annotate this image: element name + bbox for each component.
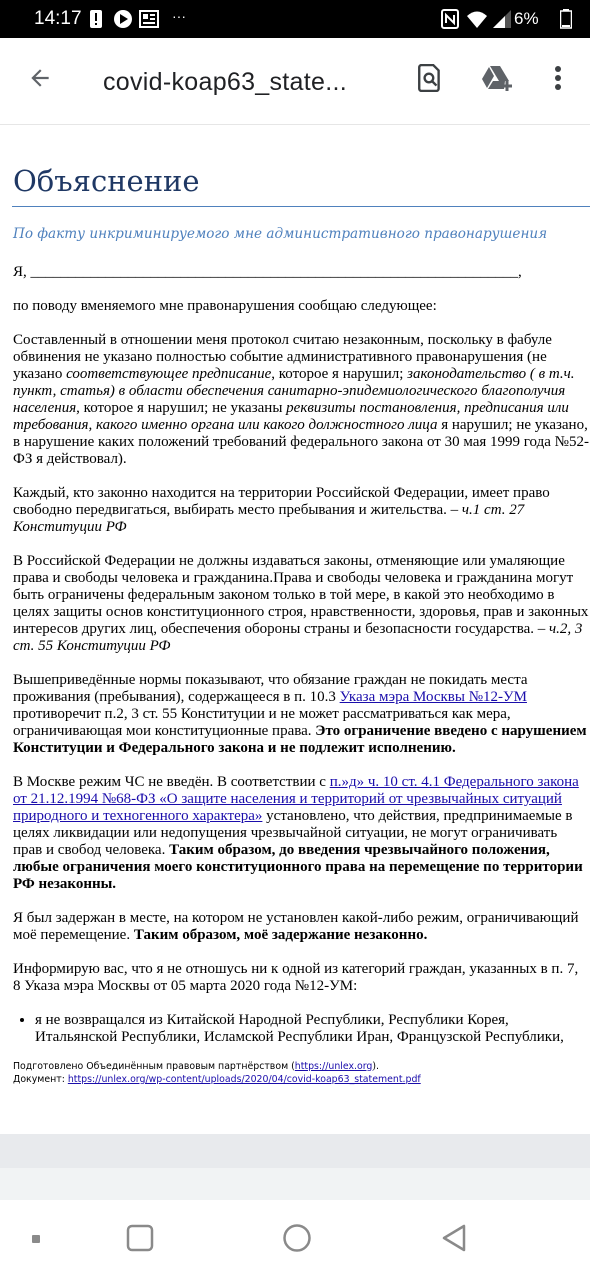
italic-run: законодательство ( в т.ч. пункт, статья) в области обеспечения санитарно-эпидемиологического благополучия населения	[13, 366, 575, 416]
intro-paragraph: по поводу вменяемого мне правонарушения сообщаю следующее:	[13, 298, 437, 314]
text-run: В Российской Федерации не должны издаваться законы, отменяющие или умаляющие права и свободы человека и гражданина.Права и свободы человека и гражданина могут быть ограничены федеральным законом только в той мере, в какой это необходимо в целях защиты основ конституционного строя, нравственности, здоровья, прав и законных интересов других лиц, обеспечения обороны страны и безопасности государства.	[13, 553, 589, 637]
footer-line-1	[13, 1060, 583, 1073]
paragraph-constitution-27	[13, 485, 589, 536]
categories-list	[13, 1012, 589, 1046]
battery-text: 6%	[514, 9, 539, 28]
federal-law-link[interactable]: п.»д» ч. 10 ст. 4.1 Федерального закона от 21.12.1994 №68-ФЗ «О защите населения и территорий от чрезвычайных ситуаций природного и техногенного характера»	[13, 774, 579, 824]
name-line: Я, _________________________________________________________________,	[13, 264, 522, 280]
text-run: Составленный в отношении меня протокол считаю незаконным, поскольку в фабуле обвинения не указано полностью событие административного правонарушения (не указано	[13, 332, 552, 382]
back-triangle-icon	[440, 1223, 468, 1258]
text-run: Вышеприведённые нормы показывают, что обязание граждан не покидать места проживания (пребывания), содержащееся в п. 10.3	[13, 672, 528, 705]
unlex-link[interactable]: https://unlex.org	[294, 1061, 373, 1072]
paragraph-detention	[13, 910, 589, 944]
more-vert-icon	[554, 65, 562, 96]
system-back-button[interactable]	[432, 1218, 476, 1262]
document-heading: Объяснение	[13, 164, 200, 198]
text-run: Я был задержан в месте, на котором не установлен какой-либо режим, ограничивающий моё перемещение.	[13, 910, 579, 943]
bold-run: Таким образом, моё задержание незаконно.	[133, 927, 428, 943]
document-pdf-link[interactable]: https://unlex.org/wp-content/uploads/2020/04/covid-koap63_statement.pdf	[67, 1074, 421, 1085]
document-title: covid-koap63_state...	[103, 68, 347, 96]
recents-icon	[126, 1224, 154, 1257]
back-button[interactable]	[18, 58, 62, 102]
recents-dot-icon	[31, 1231, 41, 1249]
paragraph-protocol	[13, 332, 589, 468]
search-in-document-icon	[417, 64, 443, 97]
paragraph-decree	[13, 672, 589, 757]
bold-run: Это ограничение введено с нарушением Конституции и Федерального закона и не подлежит исполнению.	[13, 723, 587, 756]
text-run: , которое я нарушил; не указаны	[76, 400, 287, 416]
home-button[interactable]	[275, 1218, 319, 1262]
footer-text: ).	[372, 1061, 380, 1072]
search-in-document-button[interactable]	[408, 58, 452, 102]
footer-text: Подготовлено Объединённым правовым партнёрством (	[13, 1061, 295, 1072]
add-to-drive-icon	[481, 64, 515, 97]
back-arrow-icon	[27, 65, 53, 96]
text-run: Каждый, кто законно находится на территории Российской Федерации, имеет право свободно передвигаться, выбирать место пребывания и жительства.	[13, 485, 550, 518]
document-page[interactable]	[0, 126, 590, 1134]
recents-dot-button[interactable]	[14, 1218, 58, 1262]
home-icon	[282, 1223, 312, 1258]
document-footer	[13, 1060, 583, 1086]
italic-run: соответствующее предписание	[66, 366, 272, 382]
document-body	[13, 264, 589, 1046]
citation: – ч.1 ст. 27 Конституции РФ	[13, 502, 525, 535]
news-icon	[139, 9, 159, 34]
status-time: 14:17	[34, 8, 82, 29]
app-toolbar	[0, 38, 590, 125]
citation: – ч.2, 3 ст. 55 Конституции РФ	[13, 621, 583, 654]
signal-icon	[492, 9, 512, 34]
page-shadow	[0, 1134, 590, 1168]
text-run: В Москве режим ЧС не введён. В соответствии с	[13, 774, 330, 790]
youtube-icon	[112, 9, 134, 34]
paragraph-constitution-55	[13, 553, 589, 655]
more-options-button[interactable]	[536, 58, 580, 102]
paragraph-categories: Информирую вас, что я не отношусь ни к одной из категорий граждан, указанных в п. 7, 8 Указа мэра Москвы от 05 марта 2020 года №12-УМ:	[13, 961, 579, 994]
more-notifications-icon: ···	[172, 8, 186, 24]
bold-run: Таким образом, до введения чрезвычайного положения, любые ограничения моего конституционного права на перемещение по территории РФ незаконны.	[13, 842, 583, 892]
list-item: • я не возвращался из Китайской Народной Республики, Республики Корея, Итальянской Республики, Исламской Республики Иран, Французской Республики,	[35, 1012, 589, 1046]
decree-link[interactable]: Указа мэра Москвы №12-УМ	[339, 689, 527, 705]
status-bar	[0, 0, 590, 38]
system-navigation-bar	[0, 1200, 590, 1280]
battery-icon	[560, 9, 572, 34]
text-run: установлено, что действия, предпринимаемые в целях ликвидации или недопущения чрезвычайной ситуации, не могут ограничивать прав и свобод человека.	[13, 808, 573, 858]
paragraph-emergency	[13, 774, 589, 893]
footer-line-2	[13, 1073, 583, 1086]
add-to-drive-button[interactable]	[476, 58, 520, 102]
text-run: я нарушил; не указано, в нарушение каких положений требований федерального закона от 30 мая 1999 года №52-ФЗ я действовал).	[13, 417, 589, 467]
document-subtitle: По факту инкриминируемого мне административного правонарушения	[13, 226, 548, 242]
nfc-icon	[441, 9, 459, 34]
heading-rule	[12, 206, 590, 207]
recents-button[interactable]	[118, 1218, 162, 1262]
wifi-icon	[466, 9, 488, 34]
text-run: , которое я нарушил;	[271, 366, 408, 382]
text-run: противоречит п.2, 3 ст. 55 Конституции и не может рассматриваться как мера, ограничивающая мои конституционные права.	[13, 706, 511, 739]
italic-run: реквизиты постановления, предписания или требования, какого именно органа или какого должностного лица	[13, 400, 569, 433]
footer-text: Документ:	[13, 1074, 68, 1085]
alert-icon	[89, 9, 103, 34]
